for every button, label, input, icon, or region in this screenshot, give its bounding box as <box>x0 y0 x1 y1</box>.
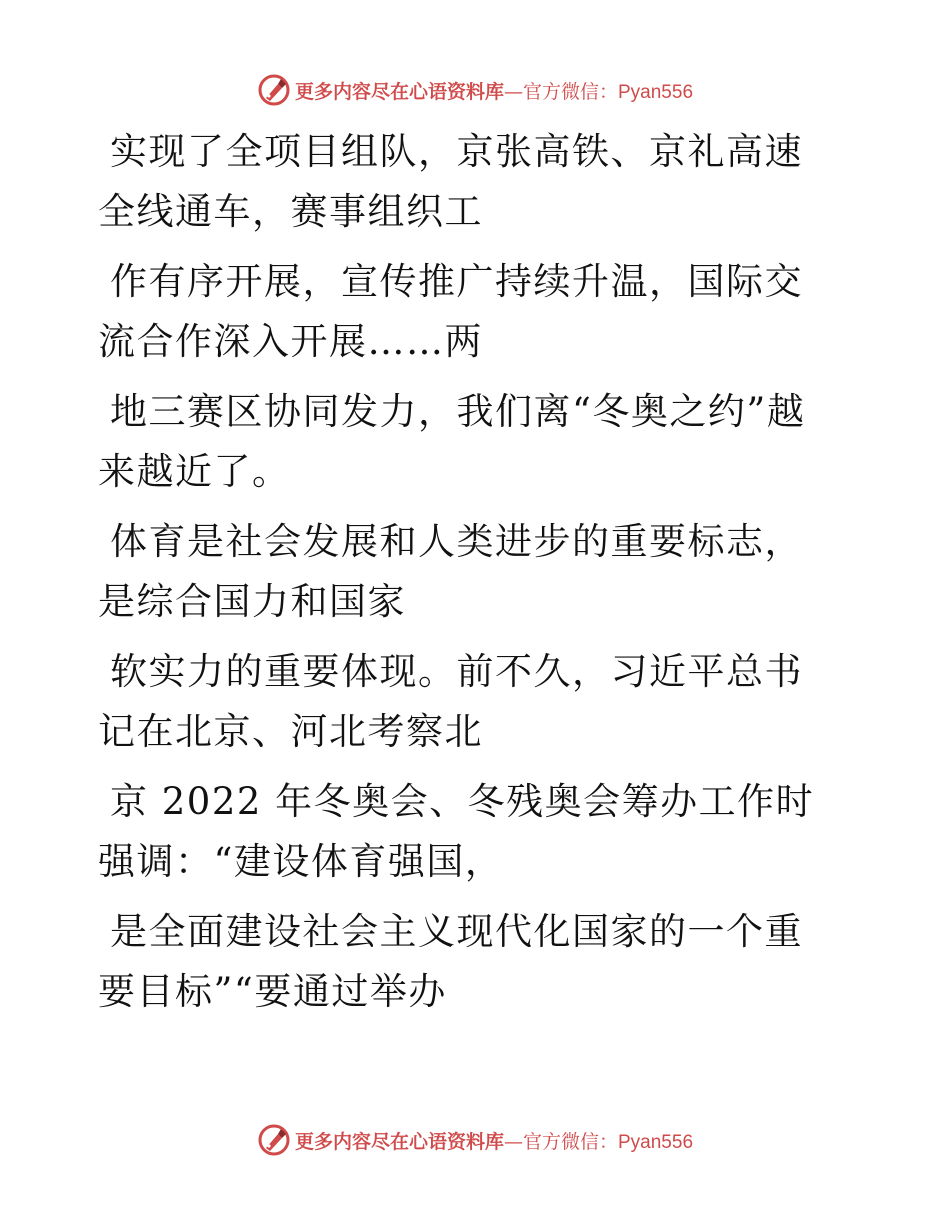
paragraph: 软实力的重要体现。前不久，习近平总书记在北京、河北考察北 <box>98 650 803 753</box>
pen-nib-logo-icon <box>257 1123 291 1157</box>
banner-dash: — <box>503 80 523 103</box>
banner-wechat-id: Pyan556 <box>618 81 694 103</box>
footer-banner <box>0 1120 950 1160</box>
banner-main-text: 更多内容尽在心语资料库 <box>294 1130 504 1153</box>
paragraph: 作有序开展，宣传推广持续升温，国际交流合作深入开展……两 <box>98 260 803 363</box>
banner-text <box>295 77 693 104</box>
paragraph: 实现了全项目组队，京张高铁、京礼高速全线通车，赛事组织工 <box>98 130 803 233</box>
banner-wechat-id: Pyan556 <box>618 1131 694 1153</box>
paragraph: 地三赛区协同发力，我们离“冬奥之约”越来越近了。 <box>98 390 806 493</box>
paragraph: 体育是社会发展和人类进步的重要标志，是综合国力和国家 <box>98 520 803 623</box>
banner-dash: — <box>503 1130 523 1153</box>
document-body <box>98 122 838 1032</box>
banner-main-text: 更多内容尽在心语资料库 <box>294 80 504 103</box>
banner-wechat-label: 官方微信： <box>522 80 618 103</box>
banner-text <box>295 1127 693 1154</box>
pen-nib-logo-icon <box>257 73 291 107</box>
banner-wechat-label: 官方微信： <box>522 1130 618 1153</box>
header-banner <box>0 70 950 110</box>
paragraph: 京 2022 年冬奥会、冬残奥会筹办工作时强调：“建设体育强国， <box>98 780 815 883</box>
paragraph: 是全面建设社会主义现代化国家的一个重要目标”“要通过举办 <box>98 910 803 1013</box>
